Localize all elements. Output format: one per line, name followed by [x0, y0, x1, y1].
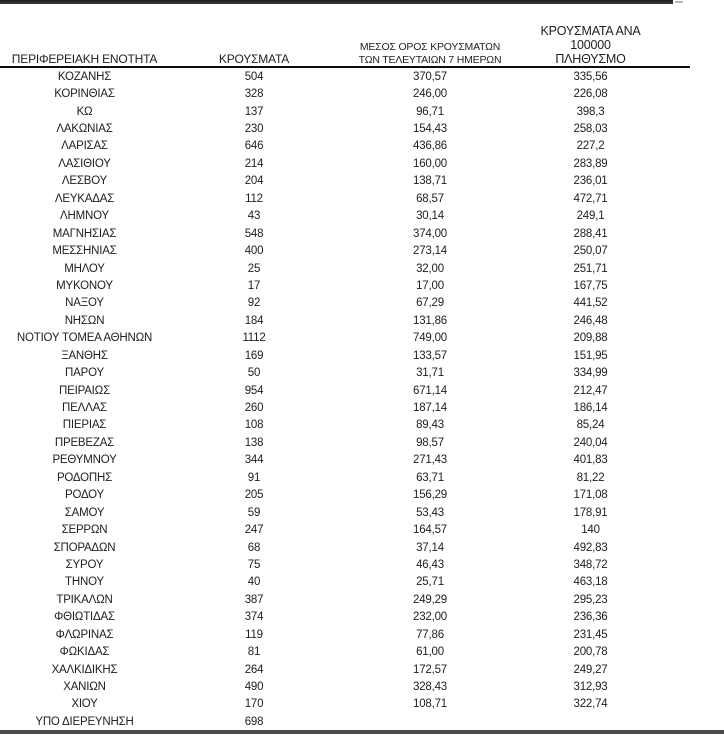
table-cell: 81 — [247, 646, 261, 659]
table-cell: 32,00 — [416, 262, 444, 275]
table-row — [0, 155, 690, 172]
table-cell: 232,00 — [413, 611, 447, 624]
regional-cases-table — [0, 24, 690, 731]
table-cell: 436,86 — [413, 140, 447, 153]
table-cell: 68 — [247, 541, 261, 554]
table-cell: 227,2 — [576, 140, 605, 153]
table-cell: ΠΡΕΒΕΖΑΣ — [54, 436, 115, 449]
table-cell: 209,88 — [573, 332, 608, 345]
table-row — [0, 208, 690, 225]
table-cell: 25,71 — [416, 576, 444, 589]
table-cell: 398,3 — [576, 105, 605, 118]
table-cell: 108,71 — [413, 698, 447, 711]
table-row — [0, 696, 690, 713]
table-row — [0, 347, 690, 364]
table-row — [0, 225, 690, 242]
header-line-2: ΠΛΗΘΥΣΜΟ — [555, 52, 626, 66]
table-cell: 250,07 — [573, 245, 608, 258]
table-cell: 92 — [247, 297, 261, 310]
table-cell: 138,71 — [413, 175, 447, 188]
table-row — [0, 487, 690, 504]
table-cell: 112 — [245, 192, 263, 205]
table-cell: ΣΑΜΟΥ — [64, 506, 105, 519]
table-cell: ΣΠΟΡΑΔΩΝ — [53, 541, 116, 554]
table-row — [0, 382, 690, 399]
table-cell: ΛΑΚΩΝΙΑΣ — [56, 123, 113, 136]
table-cell: 295,23 — [573, 593, 608, 606]
table-cell: 178,91 — [573, 506, 608, 519]
table-cell: 61,00 — [416, 646, 444, 659]
table-cell: 463,18 — [573, 576, 608, 589]
table-cell: 212,47 — [573, 384, 608, 397]
table-cell: ΚΟΖΑΝΗΣ — [57, 70, 112, 83]
table-cell: 249,29 — [413, 593, 447, 606]
column-header-7day-average — [339, 41, 521, 66]
table-cell: 1112 — [242, 332, 266, 345]
table-cell: 171,08 — [573, 489, 608, 502]
table-cell: 151,95 — [573, 349, 608, 362]
table-cell: 288,41 — [573, 227, 608, 240]
table-cell: 77,86 — [416, 628, 444, 641]
table-cell: 186,14 — [573, 402, 608, 415]
table-cell: 236,01 — [573, 175, 608, 188]
table-cell: 749,00 — [413, 332, 447, 345]
table-cell: 370,57 — [413, 70, 447, 83]
table-cell: ΧΑΝΙΩΝ — [63, 681, 106, 694]
table-cell: 226,08 — [573, 88, 608, 101]
table-cell: ΧΙΟΥ — [71, 698, 98, 711]
table-cell: 133,57 — [413, 349, 447, 362]
table-cell: ΛΑΣΙΘΙΟΥ — [58, 157, 111, 170]
table-cell: ΡΟΔΟΥ — [64, 489, 105, 502]
table-row — [0, 364, 690, 381]
table-cell: 59 — [247, 506, 261, 519]
table-cell: 169 — [244, 349, 264, 362]
table-cell: 273,14 — [413, 245, 447, 258]
table-cell: 247 — [244, 524, 264, 537]
table-row — [0, 643, 690, 660]
table-cell: 154,43 — [413, 123, 447, 136]
table-row — [0, 591, 690, 608]
table-row — [0, 85, 690, 102]
table-cell: 548 — [244, 227, 264, 240]
table-cell: 164,57 — [413, 524, 447, 537]
table-cell: 119 — [245, 628, 263, 641]
table-cell: ΡΕΘΥΜΝΟΥ — [52, 454, 117, 467]
table-cell: 698 — [244, 715, 264, 728]
table-cell: 264 — [244, 663, 264, 676]
table-cell: 387 — [244, 593, 264, 606]
table-cell: ΝΟΤΙΟΥ ΤΟΜΕΑ ΑΘΗΝΩΝ — [16, 332, 153, 345]
table-row — [0, 417, 690, 434]
table-cell: 249,1 — [576, 210, 605, 223]
table-cell: 17 — [247, 279, 261, 292]
table-cell: 63,71 — [416, 471, 444, 484]
table-cell: 96,71 — [416, 105, 444, 118]
table-cell: 85,24 — [576, 419, 605, 432]
table-row — [0, 312, 690, 329]
table-cell: 334,99 — [573, 367, 608, 380]
table-row — [0, 609, 690, 626]
table-cell: ΥΠΟ ΔΙΕΡΕΥΝΗΣΗ — [35, 715, 134, 728]
table-cell: 214 — [244, 157, 264, 170]
table-cell: 89,43 — [416, 419, 444, 432]
table-cell: 200,78 — [573, 646, 608, 659]
table-row — [0, 399, 690, 416]
table-row — [0, 434, 690, 451]
table-cell: 25 — [247, 262, 261, 275]
table-cell: 236,36 — [573, 611, 608, 624]
header-line-1: ΚΡΟΥΣΜΑΤΑ ΑΝΑ 100000 — [540, 24, 641, 52]
table-row — [0, 452, 690, 469]
header-line-2: ΤΩΝ ΤΕΛΕΥΤΑΙΩΝ 7 ΗΜΕΡΩΝ — [358, 53, 502, 66]
table-cell: 170 — [244, 698, 264, 711]
table-cell: 328,43 — [413, 681, 447, 694]
table-row — [0, 469, 690, 486]
table-cell: 374 — [244, 611, 264, 624]
table-cell: 140 — [581, 524, 600, 537]
table-cell: ΞΑΝΘΗΣ — [61, 349, 108, 362]
top-divider-end-mark — [675, 1, 683, 3]
table-row — [0, 678, 690, 695]
table-cell: 312,93 — [573, 681, 608, 694]
table-cell: 30,14 — [416, 210, 444, 223]
table-cell: 37,14 — [416, 541, 444, 554]
table-cell: ΚΩ — [76, 105, 93, 118]
column-header-cases: ΚΡΟΥΣΜΑΤΑ — [218, 52, 290, 66]
table-cell: 246,48 — [573, 314, 608, 327]
table-cell: ΝΗΣΩΝ — [64, 314, 105, 327]
table-cell: ΠΕΙΡΑΙΩΣ — [59, 384, 110, 397]
table-cell: 490 — [244, 681, 264, 694]
table-cell: 472,71 — [573, 192, 608, 205]
table-cell: 671,14 — [413, 384, 447, 397]
table-cell: ΛΗΜΝΟΥ — [60, 210, 109, 223]
table-cell: ΛΕΣΒΟΥ — [61, 175, 108, 188]
table-cell: ΡΟΔΟΠΗΣ — [56, 471, 113, 484]
table-cell: 50 — [247, 367, 261, 380]
table-cell: 43 — [247, 210, 261, 223]
table-cell: 322,74 — [573, 698, 608, 711]
table-cell: ΜΥΚΟΝΟΥ — [56, 279, 113, 292]
table-cell: ΤΡΙΚΑΛΩΝ — [56, 593, 113, 606]
table-cell: 240,04 — [573, 436, 608, 449]
table-row — [0, 173, 690, 190]
table-cell: 53,43 — [416, 506, 444, 519]
table-cell: 328 — [244, 88, 264, 101]
header-line-1: ΜΕΣΟΣ ΟΡΟΣ ΚΡΟΥΣΜΑΤΩΝ — [359, 41, 501, 53]
table-cell: ΝΑΞΟΥ — [65, 297, 104, 310]
table-cell: 283,89 — [573, 157, 608, 170]
table-cell: 249,27 — [573, 663, 608, 676]
table-cell: ΧΑΛΚΙΔΙΚΗΣ — [51, 663, 118, 676]
table-cell: 75 — [247, 558, 261, 571]
table-row — [0, 713, 690, 730]
table-row — [0, 295, 690, 312]
table-cell: 251,71 — [573, 262, 608, 275]
table-cell: ΠΑΡΟΥ — [65, 367, 104, 380]
table-row — [0, 626, 690, 643]
table-cell: 246,00 — [413, 88, 447, 101]
table-cell: ΦΩΚΙΔΑΣ — [59, 646, 110, 659]
table-row — [0, 103, 690, 120]
table-cell: ΠΕΛΛΑΣ — [62, 402, 107, 415]
table-cell: ΣΥΡΟΥ — [65, 558, 104, 571]
table-cell: ΣΕΡΡΩΝ — [61, 524, 108, 537]
table-cell: 184 — [244, 314, 264, 327]
table-row — [0, 138, 690, 155]
table-cell: 258,03 — [573, 123, 608, 136]
table-cell: 504 — [244, 70, 264, 83]
table-cell: ΜΕΣΣΗΝΙΑΣ — [52, 245, 117, 258]
table-row — [0, 556, 690, 573]
table-cell: 40 — [247, 576, 261, 589]
table-cell: 348,72 — [573, 558, 608, 571]
table-row — [0, 661, 690, 678]
table-cell: 46,43 — [416, 558, 444, 571]
table-cell: ΜΗΛΟΥ — [64, 262, 105, 275]
table-cell: 401,83 — [573, 454, 608, 467]
table-cell: 646 — [244, 140, 264, 153]
table-row — [0, 330, 690, 347]
table-cell: 98,57 — [416, 436, 444, 449]
table-cell: 131,86 — [413, 314, 447, 327]
table-row — [0, 120, 690, 137]
table-cell: ΠΙΕΡΙΑΣ — [62, 419, 107, 432]
table-cell: 17,00 — [416, 279, 444, 292]
table-cell: 231,45 — [573, 628, 608, 641]
table-cell: 374,00 — [413, 227, 447, 240]
column-header-per-100k — [521, 24, 690, 66]
table-cell: 204 — [244, 175, 264, 188]
table-cell: 67,29 — [416, 297, 444, 310]
table-cell: 230 — [244, 123, 264, 136]
table-cell: ΦΛΩΡΙΝΑΣ — [55, 628, 114, 641]
table-row — [0, 539, 690, 556]
table-cell: 335,56 — [573, 70, 608, 83]
table-cell: 205 — [244, 489, 264, 502]
table-cell: 172,57 — [413, 663, 447, 676]
table-header-row — [0, 24, 690, 68]
table-cell: 271,43 — [413, 454, 447, 467]
table-row — [0, 504, 690, 521]
table-cell: 68,57 — [416, 192, 444, 205]
table-cell: 137 — [244, 105, 264, 118]
bottom-divider — [0, 730, 724, 734]
table-cell: 108 — [244, 419, 264, 432]
table-cell: 138 — [244, 436, 264, 449]
top-divider — [0, 0, 673, 4]
table-cell: 31,71 — [416, 367, 444, 380]
table-cell: 954 — [244, 384, 264, 397]
table-cell: 167,75 — [573, 279, 608, 292]
table-cell: 160,00 — [413, 157, 447, 170]
table-row — [0, 68, 690, 85]
table-cell: ΦΘΙΩΤΙΔΑΣ — [54, 611, 115, 624]
table-row — [0, 190, 690, 207]
table-cell: 344 — [244, 454, 264, 467]
table-cell: 260 — [244, 402, 264, 415]
table-cell: 441,52 — [573, 297, 608, 310]
table-cell: 492,83 — [573, 541, 608, 554]
table-cell: ΤΗΝΟΥ — [65, 576, 104, 589]
table-body — [0, 68, 690, 731]
table-cell: ΛΕΥΚΑΔΑΣ — [54, 192, 115, 205]
table-cell: 400 — [244, 245, 264, 258]
table-cell: 156,29 — [413, 489, 447, 502]
table-cell: 81,22 — [576, 471, 605, 484]
table-cell: ΚΟΡΙΝΘΙΑΣ — [54, 88, 115, 101]
table-cell: 187,14 — [413, 402, 447, 415]
table-row — [0, 260, 690, 277]
table-cell: 91 — [247, 471, 261, 484]
table-cell: ΛΑΡΙΣΑΣ — [61, 140, 108, 153]
table-row — [0, 574, 690, 591]
table-row — [0, 521, 690, 538]
table-row — [0, 242, 690, 259]
table-cell: ΜΑΓΝΗΣΙΑΣ — [52, 227, 117, 240]
column-header-region: ΠΕΡΙΦΕΡΕΙΑΚΗ ΕΝΟΤΗΤΑ — [11, 52, 158, 66]
table-row — [0, 277, 690, 294]
